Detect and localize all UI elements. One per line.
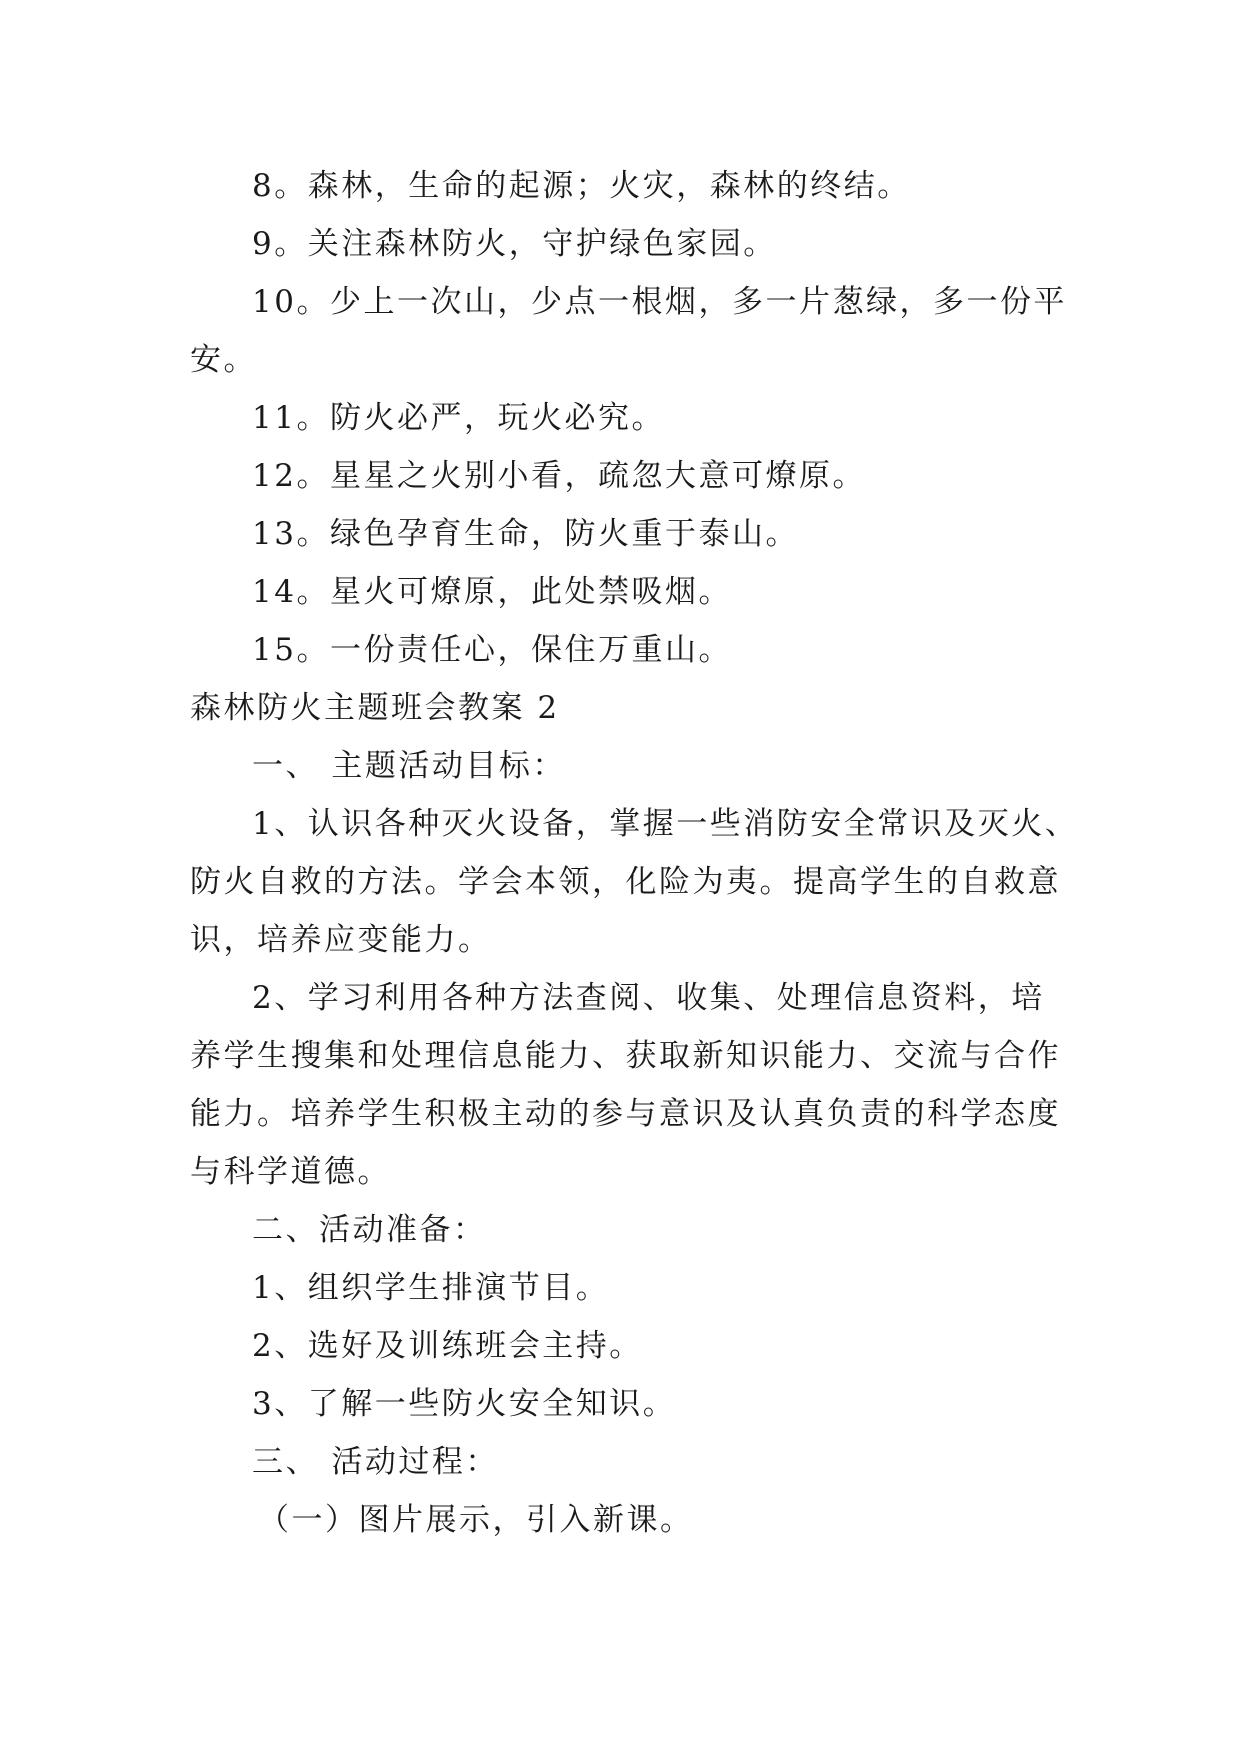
slogan-13: 13。绿色孕育生命，防火重于泰山。 bbox=[252, 516, 799, 552]
heading-preparation: 二、活动准备： bbox=[252, 1212, 487, 1248]
heading-process: 三、 活动过程： bbox=[252, 1444, 499, 1480]
goal-2-line-3: 能力。培养学生积极主动的参与意识及认真负责的科学态度 bbox=[190, 1096, 1061, 1132]
prep-item-2: 2、选好及训练班会主持。 bbox=[252, 1328, 643, 1364]
heading-goals: 一、 主题活动目标： bbox=[252, 748, 566, 784]
goal-2-line-2: 养学生搜集和处理信息能力、获取新知识能力、交流与合作 bbox=[190, 1038, 1061, 1074]
goal-2-line-4: 与科学道德。 bbox=[190, 1154, 391, 1190]
goal-2-line-1: 2、学习利用各种方法查阅、收集、处理信息资料，培 bbox=[252, 980, 1045, 1016]
section-title: 森林防火主题班会教案 2 bbox=[190, 690, 560, 726]
goal-1-line-3: 识，培养应变能力。 bbox=[190, 922, 492, 958]
slogan-14: 14。星火可燎原，此处禁吸烟。 bbox=[252, 574, 732, 610]
slogan-9: 9。关注森林防火，守护绿色家园。 bbox=[252, 226, 777, 262]
goal-1-line-1: 1、认识各种灭火设备，掌握一些消防安全常识及灭火、 bbox=[252, 806, 1079, 842]
process-step-1: （一）图片展示，引入新课。 bbox=[258, 1502, 694, 1538]
slogan-12: 12。星星之火别小看，疏忽大意可燎原。 bbox=[252, 458, 866, 494]
slogan-10: 10。少上一次山，少点一根烟，多一片葱绿，多一份平 bbox=[252, 284, 1067, 320]
prep-item-1: 1、组织学生排演节目。 bbox=[252, 1270, 610, 1306]
slogan-11: 11。防火必严，玩火必究。 bbox=[252, 400, 665, 436]
prep-item-3: 3、了解一些防火安全知识。 bbox=[252, 1386, 677, 1422]
slogan-8: 8。森林，生命的起源；火灾，森林的终结。 bbox=[252, 168, 911, 204]
slogan-10-continued: 安。 bbox=[190, 342, 257, 378]
slogan-15: 15。一份责任心，保住万重山。 bbox=[252, 632, 732, 668]
goal-1-line-2: 防火自救的方法。学会本领，化险为夷。提高学生的自救意 bbox=[190, 864, 1061, 900]
